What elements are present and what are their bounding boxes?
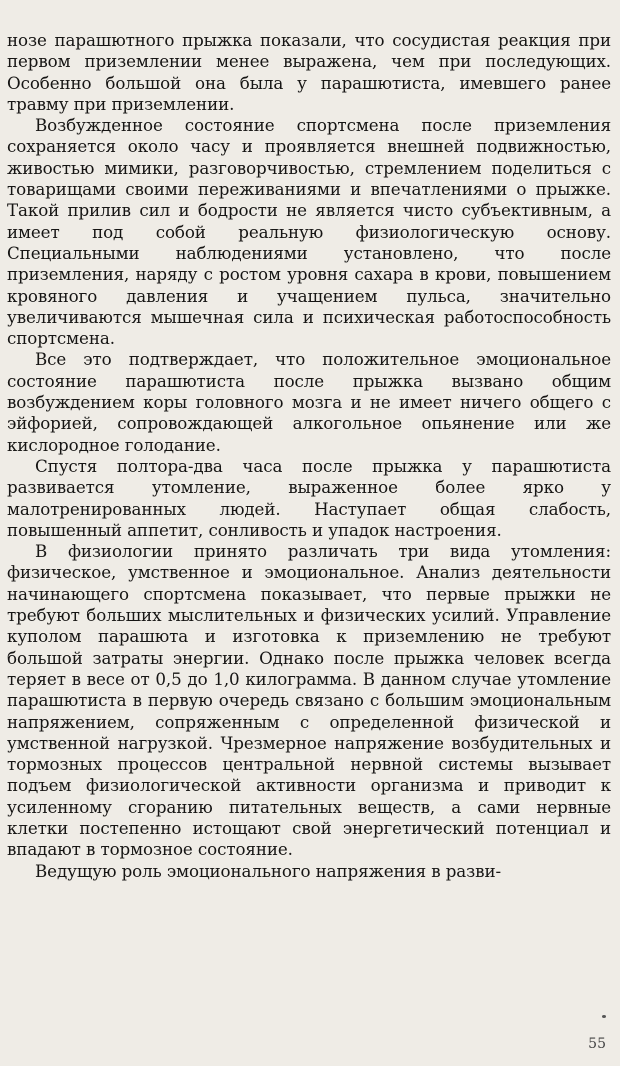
- paragraph: В физиологии принято различать три вида утомления: физическое, умственное и эмоциональное. Анализ деятельности начинающего спортсмена показывает, что первые прыжки не требуют больших мыслительных и физических усилий. Управление куполом парашюта и изготовка к приземлению не требуют большой затраты энергии. Однако после прыжка человек всегда теряет в весе от 0,5 до 1,0 килограмма. В данном случае утомление парашютиста в первую очередь связано с большим эмоциональным напряжением, сопряженным с определенной физической и умственной нагрузкой. Чрезмерное напряжение возбудительных и тормозных процессов центральной нервной системы вызывает подъем физиологической активности организма и приводит к усиленному сгоранию питательных веществ, а сами нервные клетки постепенно истощают свой энергетический потенциал и впадают в тормозное состояние.: [7, 541, 611, 860]
- paragraph: Возбужденное состояние спортсмена после приземления сохраняется около часу и проявляется внешней подвижностью, живостью мимики, разговорчивостью, стремлением поделиться с товарищами своими переживаниями и впечатлениями о прыжке. Такой прилив сил и бодрости не является чисто субъективным, а имеет под собой реальную физиологическую основу. Специальными наблюдениями установлено, что после приземления, наряду с ростом уровня сахара в крови, повышением кровяного давления и учащением пульса, значительно увеличиваются мышечная сила и психическая работоспособность спортсмена.: [7, 115, 611, 349]
- paragraph: Все это подтверждает, что положительное эмоциональное состояние парашютиста после прыжка вызвано общим возбуждением коры головного мозга и не имеет ничего общего с эйфорией, сопровождающей алкогольное опьянение или же кислородное голодание.: [7, 349, 611, 455]
- paragraph: Ведущую роль эмоционального напряжения в разви-: [35, 860, 502, 881]
- ink-speck: [602, 1015, 606, 1018]
- page-number: 55: [588, 1036, 606, 1052]
- paragraph: Спустя полтора-два часа после прыжка у парашютиста развивается утомление, выраженное более ярко у малотренированных людей. Наступает общая слабость, повышенный аппетит, сонливость и упадок настроения.: [7, 455, 611, 540]
- paragraph: нозе парашютного прыжка показали, что сосудистая реакция при первом приземлении менее выражена, чем при последующих. Особенно большой она была у парашютиста, имевшего ранее травму при приземлении.: [7, 30, 611, 114]
- body-text: [7, 30, 611, 882]
